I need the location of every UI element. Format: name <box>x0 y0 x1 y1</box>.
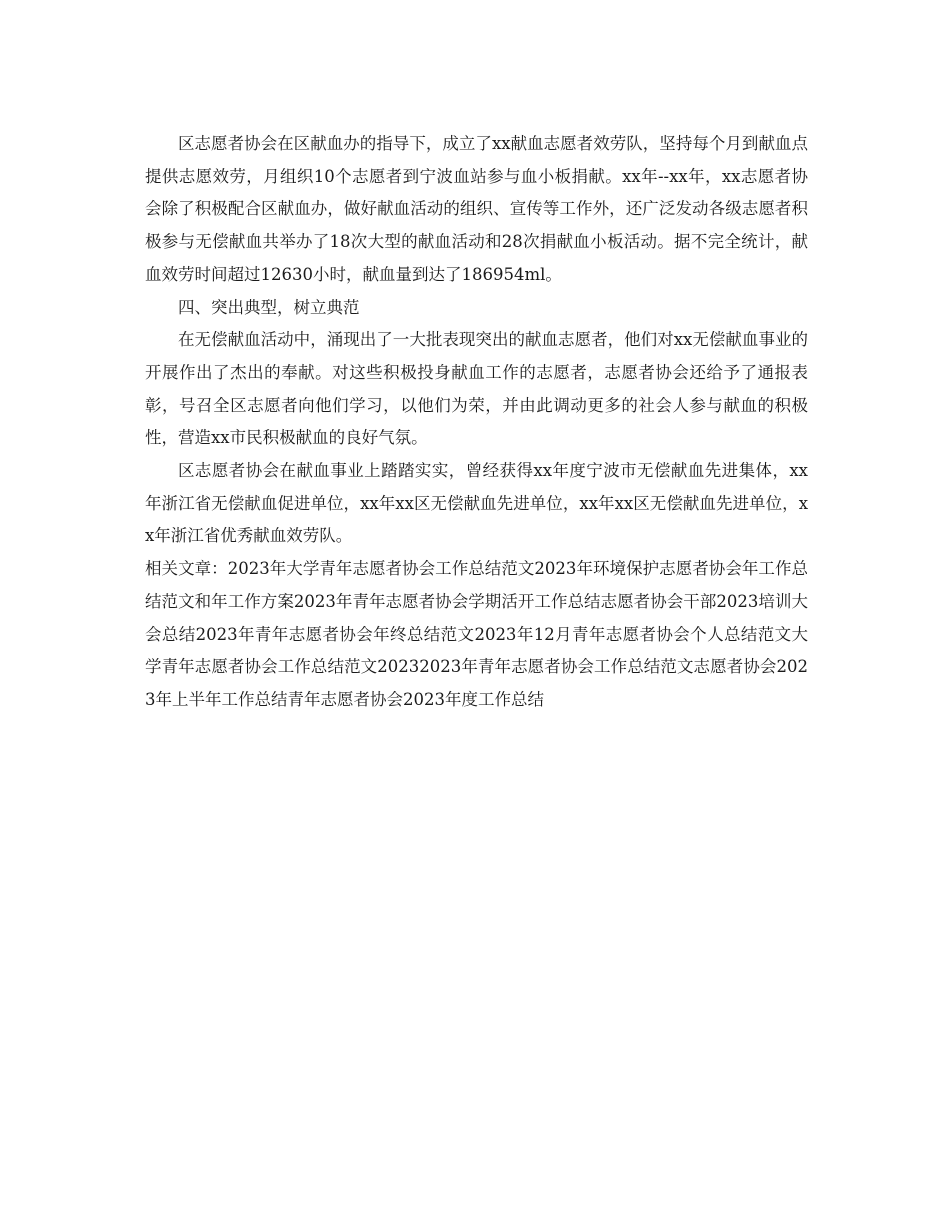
paragraph-awards: 区志愿者协会在献血事业上踏踏实实，曾经获得xx年度宁波市无偿献血先进集体，xx年浙江省无偿献血促进单位，xx年xx区无偿献血先进单位，xx年xx区无偿献血先进单位，xx年浙江省优秀献血效劳队。 <box>145 461 808 546</box>
related-articles: 相关文章：2023年大学青年志愿者协会工作总结范文2023年环境保护志愿者协会年工作总结范文和年工作方案2023年青年志愿者协会学期活开工作总结志愿者协会干部2023培训大会总结2023年青年志愿者协会年终总结范文2023年12月青年志愿者协会个人总结范文大学青年志愿者协会工作总结范文20232023年青年志愿者协会工作总结范文志愿者协会2023年上半年工作总结青年志愿者协会2023年度工作总结 <box>145 559 808 709</box>
section-heading: 四、突出典型，树立典范 <box>178 297 360 317</box>
paragraph-blood-donation-team: 区志愿者协会在区献血办的指导下，成立了xx献血志愿者效劳队，坚持每个月到献血点提供志愿效劳，月组织10个志愿者到宁波血站参与血小板捐献。xx年--xx年，xx志愿者协会除了积极配合区献血办，做好献血活动的组织、宣传等工作外，还广泛发动各级志愿者积极参与无偿献血共举办了18次大型的献血活动和28次捐献血小板活动。据不完全统计，献血效劳时间超过12630小时，献血量到达了186954ml。 <box>145 134 808 284</box>
document-page <box>145 128 808 717</box>
paragraph-outstanding-volunteers: 在无偿献血活动中，涌现出了一大批表现突出的献血志愿者，他们对xx无偿献血事业的开展作出了杰出的奉献。对这些积极投身献血工作的志愿者，志愿者协会还给予了通报表彰，号召全区志愿者向他们学习，以他们为荣，并由此调动更多的社会人参与献血的积极性，营造xx市民积极献血的良好气氛。 <box>145 330 808 448</box>
